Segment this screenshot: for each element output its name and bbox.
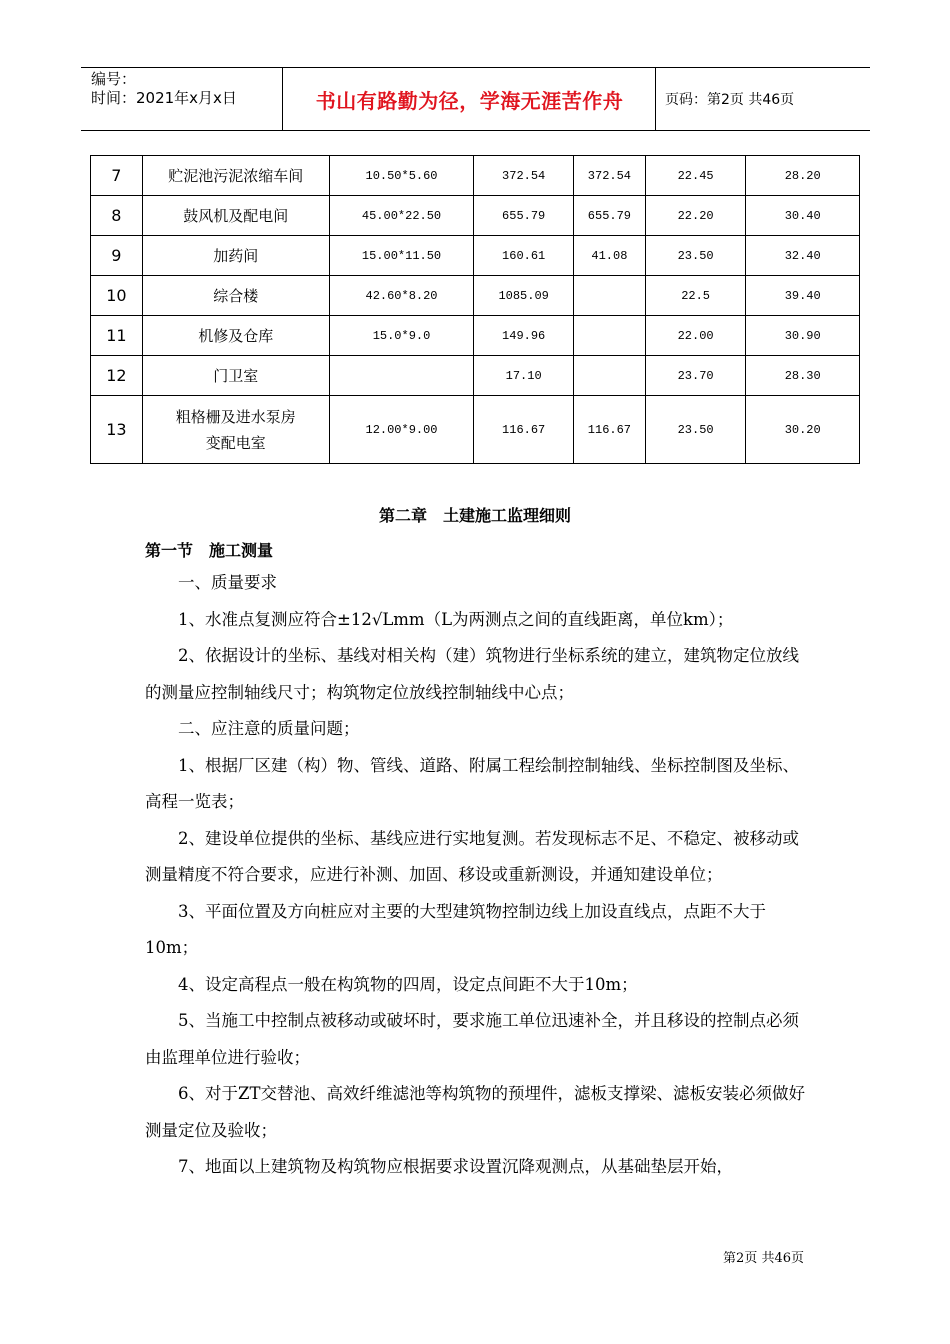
row-value: 160.61 xyxy=(474,236,574,276)
row-value: 1085.09 xyxy=(474,276,574,316)
row-number: 7 xyxy=(91,156,143,196)
row-name xyxy=(142,396,329,464)
row-value: 22.5 xyxy=(645,276,746,316)
row-name: 加药间 xyxy=(142,236,329,276)
paragraph: 2、依据设计的坐标、基线对相关构（建）筑物进行坐标系统的建立，建筑物定位放线的测量应控制轴线尺寸；构筑物定位放线控制轴线中心点； xyxy=(145,646,799,702)
table-row xyxy=(91,236,860,276)
row-size: 15.00*11.50 xyxy=(329,236,474,276)
row-value: 149.96 xyxy=(474,316,574,356)
row-value: 372.54 xyxy=(474,156,574,196)
row-value: 41.08 xyxy=(574,236,646,276)
row-value: 372.54 xyxy=(574,156,646,196)
row-value: 23.50 xyxy=(645,236,746,276)
row-value: 30.90 xyxy=(746,316,860,356)
header-page-info: 页码：第2页 共46页 xyxy=(665,92,795,108)
table-row xyxy=(91,156,860,196)
row-name: 机修及仓库 xyxy=(142,316,329,356)
row-number: 13 xyxy=(91,396,143,464)
table-row xyxy=(91,196,860,236)
row-size xyxy=(329,356,474,396)
page-footer: 第2页 共46页 xyxy=(723,1251,804,1266)
row-value: 22.00 xyxy=(645,316,746,356)
row-value xyxy=(574,276,646,316)
paragraph: 7、地面以上建筑物及构筑物应根据要求设置沉降观测点，从基础垫层开始， xyxy=(178,1157,733,1176)
row-number: 8 xyxy=(91,196,143,236)
row-number: 10 xyxy=(91,276,143,316)
header-motto: 书山有路勤为径，学海无涯苦作舟 xyxy=(315,88,624,113)
row-value: 32.40 xyxy=(746,236,860,276)
row-size: 12.00*9.00 xyxy=(329,396,474,464)
table-row xyxy=(91,276,860,316)
row-number: 9 xyxy=(91,236,143,276)
chapter-title: 第二章 土建施工监理细则 xyxy=(378,506,571,525)
paragraph: 5、当施工中控制点被移动或破坏时，要求施工单位迅速补全，并且移设的控制点必须由监理单位进行验收； xyxy=(145,1011,799,1067)
paragraph: 二、应注意的质量问题； xyxy=(178,719,360,738)
row-size: 10.50*5.60 xyxy=(329,156,474,196)
header-meta xyxy=(91,70,237,108)
paragraph: 6、对于ZT交替池、高效纤维滤池等构筑物的预埋件，滤板支撑梁、滤板安装必须做好测量定位及验收； xyxy=(145,1084,805,1140)
code-label: 编号： xyxy=(91,70,137,88)
row-name: 贮泥池污泥浓缩车间 xyxy=(142,156,329,196)
row-value: 30.20 xyxy=(746,396,860,464)
row-name: 门卫室 xyxy=(142,356,329,396)
row-name-line: 粗格栅及进水泵房 xyxy=(175,407,296,426)
row-value xyxy=(574,316,646,356)
row-number: 11 xyxy=(91,316,143,356)
paragraph: 2、建设单位提供的坐标、基线应进行实地复测。若发现标志不足、不稳定、被移动或测量精度不符合要求，应进行补测、加固、移设或重新测设，并通知建设单位； xyxy=(145,828,799,884)
table-row xyxy=(91,316,860,356)
row-number: 12 xyxy=(91,356,143,396)
row-name: 综合楼 xyxy=(142,276,329,316)
body-text xyxy=(145,565,810,1186)
row-value: 23.70 xyxy=(645,356,746,396)
paragraph: 一、质量要求 xyxy=(178,573,277,592)
row-value: 655.79 xyxy=(474,196,574,236)
row-value: 28.20 xyxy=(746,156,860,196)
row-value: 28.30 xyxy=(746,356,860,396)
building-table xyxy=(90,155,860,464)
row-value: 116.67 xyxy=(574,396,646,464)
row-value: 17.10 xyxy=(474,356,574,396)
row-value: 30.40 xyxy=(746,196,860,236)
row-size: 42.60*8.20 xyxy=(329,276,474,316)
row-value: 655.79 xyxy=(574,196,646,236)
date-label: 时间：2021年x月x日 xyxy=(91,89,237,107)
paragraph: 3、平面位置及方向桩应对主要的大型建筑物控制边线上加设直线点，点距不大于10m； xyxy=(145,901,766,957)
row-value: 39.40 xyxy=(746,276,860,316)
section-title: 第一节 施工测量 xyxy=(145,541,274,560)
row-value: 23.50 xyxy=(645,396,746,464)
row-size: 15.0*9.0 xyxy=(329,316,474,356)
row-size: 45.00*22.50 xyxy=(329,196,474,236)
table-row xyxy=(91,396,860,464)
row-value: 116.67 xyxy=(474,396,574,464)
table-row xyxy=(91,356,860,396)
row-name-line: 变配电室 xyxy=(205,433,266,452)
row-value: 22.20 xyxy=(645,196,746,236)
header-divider xyxy=(655,68,656,130)
row-value xyxy=(574,356,646,396)
paragraph: 1、根据厂区建（构）物、管线、道路、附属工程绘制控制轴线、坐标控制图及坐标、高程一览表； xyxy=(145,755,799,811)
paragraph: 4、设定高程点一般在构筑物的四周，设定点间距不大于10m； xyxy=(178,974,638,994)
paragraph: 1、水准点复测应符合±12√Lmm（L为两测点之间的直线距离，单位km）； xyxy=(178,609,734,629)
page-header xyxy=(81,67,870,131)
row-name: 鼓风机及配电间 xyxy=(142,196,329,236)
row-value: 22.45 xyxy=(645,156,746,196)
